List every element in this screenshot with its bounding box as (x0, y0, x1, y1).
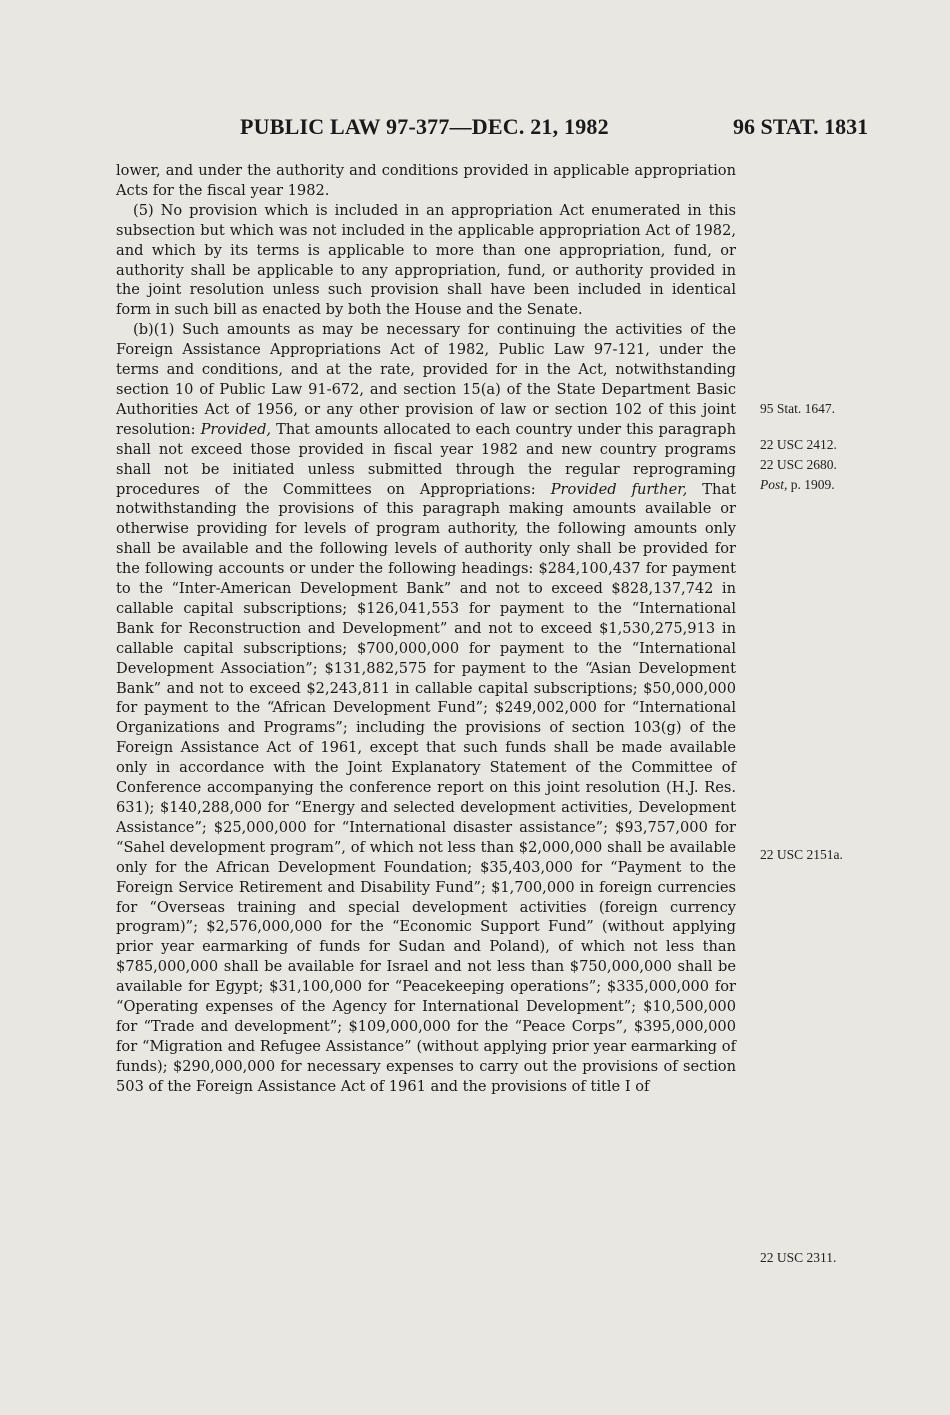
page-header-stat: 96 STAT. 1831 (733, 114, 869, 139)
paragraph-b1-part2: That amounts allocated to each country under this paragraph shall not exceed those provided in fiscal year 1982 and new country programs shall not be initiated unless submitted through the regular reprograming procedures of the Committees on Appropriations: (116, 420, 736, 498)
paragraph-b1-part3: That notwithstanding the provisions of this paragraph making amounts available or otherwise providing for levels of program authority, the following amounts only shall be available and the following levels of authority only shall be provided for the following accounts or under the following headings: $284,100,437 for payment to the “Inter-American Development Bank” and not to exceed $828,137,742 in callable capital subscriptions; $126,041,553 for payment to the “International Bank for Reconstruction and Development” and not to exceed $1,530,275,913 in callable capital subscriptions; $700,000,000 for payment to the “International Development Association”; $131,882,575 for payment to the “Asian Development Bank” and not to exceed $2,243,811 in callable capital subscriptions; $50,000,000 for payment to the “African Development Fund”; $249,002,000 for “International Organizations and Programs”; including the provisions of section 103(g) of the Foreign Assistance Act of 1961, except that such funds shall be made available only in accordance with the Joint Explanatory Statement of the Committee of Conference accompanying the conference report on this joint resolution (H.J. Res. 631); $140,288,000 for “Energy and selected development activities, Development Assistance”; $25,000,000 for “International disaster assistance”; $93,757,000 for “Sahel development program”, of which not less than $2,000,000 shall be available only for the African Development Foundation; $35,403,000 for “Payment to the Foreign Service Retirement and Disability Fund”; $1,700,000 in foreign currencies for “Overseas training and special development activities (foreign currency program)”; $2,576,000,000 for the “Economic Support Fund” (without applying prior year earmarking of funds for Sudan and Poland), of which not less than $785,000,000 shall be available for Israel and not less than $750,000,000 shall be available for Egypt; $31,100,000 for “Peacekeeping operations”; $335,000,000 for “Operating expenses of the Agency for International Development”; $10,500,000 for “Trade and development”; $109,000,000 for the “Peace Corps”, $395,000,000 for “Migration and Refugee Assistance” (without applying prior year earmarking of funds); $290,000,000 for necessary expenses to carry out the provisions of section 503 of the Foreign Assistance Act of 1961 and the provisions of title I of (116, 480, 736, 1095)
margin-note-22-usc-2680: 22 USC 2680. (760, 457, 837, 472)
paragraph-b1-part1: (b)(1) Such amounts as may be necessary for continuing the activities of the Foreign Assistance Appropriations Act of 1982, Public Law 97-121, under the terms and conditions, and at the rate, provided for in the Act, notwithstanding section 10 of Public Law 91-672, and section 15(a) of the State Department Basic Authorities Act of 1956, or any other provision of law or section 102 of this joint resolution: (116, 321, 736, 438)
margin-note-22-usc-2151a: 22 USC 2151a. (760, 847, 843, 862)
margin-note-post-italic: Post, (760, 477, 788, 492)
paragraph-continuation: lower, and under the authority and conditions provided in applicable appropriation Acts for the fiscal year 1982. (116, 162, 736, 199)
margin-note-post (760, 477, 835, 493)
provided-further-italic: Provided further, (550, 480, 688, 498)
paragraph-5: (5) No provision which is included in an appropriation Act enumerated in this subsection but which was not included in the applicable appropriation Act of 1982, and which by its terms is applicable to more than one appropriation, fund, or authority shall be applicable to any appropriation, fund, or authority provided in the joint resolution unless such provision shall have been included in identical form in such bill as enacted by both the House and the Senate. (116, 201, 736, 319)
margin-note-22-usc-2412: 22 USC 2412. (760, 437, 837, 452)
paragraph-b1 (116, 320, 736, 1096)
document-body (116, 161, 736, 1097)
provided-italic: Provided, (200, 420, 272, 438)
page-header-title: PUBLIC LAW 97-377—DEC. 21, 1982 (240, 114, 609, 139)
margin-note-95-stat: 95 Stat. 1647. (760, 401, 836, 416)
margin-note-22-usc-2311: 22 USC 2311. (760, 1250, 837, 1265)
margin-note-post-page: p. 1909. (787, 477, 835, 492)
